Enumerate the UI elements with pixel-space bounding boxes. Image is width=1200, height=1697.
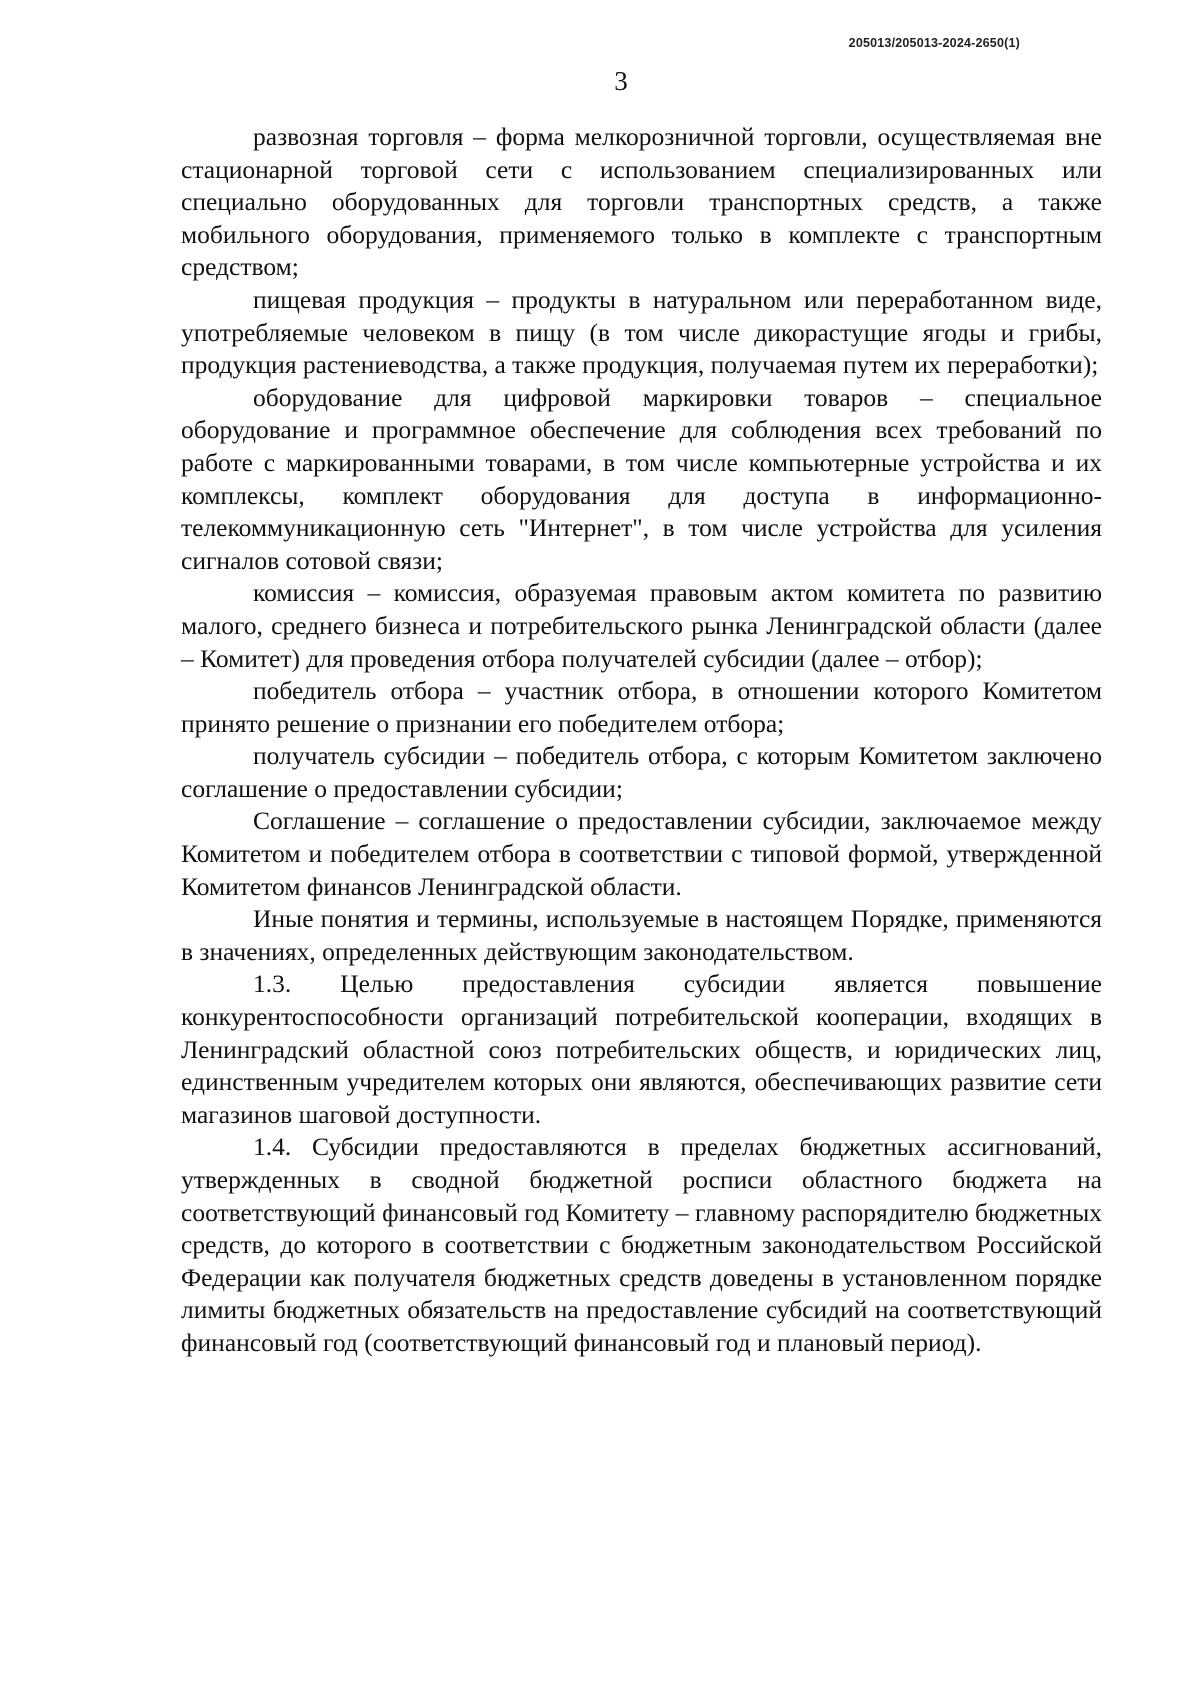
document-id: 205013/205013-2024-2650(1) <box>848 36 1020 50</box>
paragraph-marking-equipment: оборудование для цифровой маркировки товаров – специальное оборудование и программное обеспечение для соблюдения всех требований по работе с маркированными товарами, в том числе компьютерные устройства и их комплексы, комплект оборудования для доступа в информационно-телекоммуникационную сеть "Интернет", в том числе устройства для усиления сигналов сотовой связи; <box>181 382 1102 575</box>
paragraph-agreement: Соглашение – соглашение о предоставлении субсидии, заключаемое между Комитетом и победителем отбора в соответствии с типовой формой, утвержденной Комитетом финансов Ленинградской области. <box>181 806 1102 901</box>
paragraph-section-1-3: 1.3. Целью предоставления субсидии является повышение конкурентоспособности организаций потребительской кооперации, входящих в Ленинградский областной союз потребительских обществ, и юридических лиц, единственным учредителем которых они являются, обеспечивающих развитие сети магазинов шаговой доступности. <box>181 969 1102 1129</box>
page-number: 3 <box>614 66 628 96</box>
paragraph-subsidy-recipient: получатель субсидии – победитель отбора, с которым Комитетом заключено соглашение о предоставлении субсидии; <box>181 741 1102 803</box>
document-body <box>181 121 1102 1360</box>
paragraph-mobile-trade: развозная торговля – форма мелкорозничной торговли, осуществляемая вне стационарной торговой сети с использованием специализированных или специально оборудованных для торговли транспортных средств, а также мобильного оборудования, применяемого только в комплекте с транспортным средством; <box>181 122 1102 282</box>
paragraph-commission: комиссия – комиссия, образуемая правовым актом комитета по развитию малого, среднего бизнеса и потребительского рынка Ленинградской области (далее – Комитет) для проведения отбора получателей субсидии (далее – отбор); <box>181 578 1102 673</box>
paragraph-other-terms: Иные понятия и термины, используемые в настоящем Порядке, применяются в значениях, определенных действующим законодательством. <box>181 904 1102 966</box>
paragraph-food-products: пищевая продукция – продукты в натуральном или переработанном виде, употребляемые человеком в пищу (в том числе дикорастущие ягоды и грибы, продукция растениеводства, а также продукция, получаемая путем их переработки); <box>181 284 1102 380</box>
paragraph-section-1-4: 1.4. Субсидии предоставляются в пределах бюджетных ассигнований, утвержденных в сводной бюджетной росписи областного бюджета на соответствующий финансовый год Комитету – главному распорядителю бюджетных средств, до которого в соответствии с бюджетным законодательством Российской Федерации как получателя бюджетных средств доведены в установленном порядке лимиты бюджетных обязательств на предоставление субсидий на соответствующий финансовый год (соответствующий финансовый год и плановый период). <box>181 1132 1102 1357</box>
paragraph-selection-winner: победитель отбора – участник отбора, в отношении которого Комитетом принято решение о признании его победителем отбора; <box>181 676 1102 738</box>
